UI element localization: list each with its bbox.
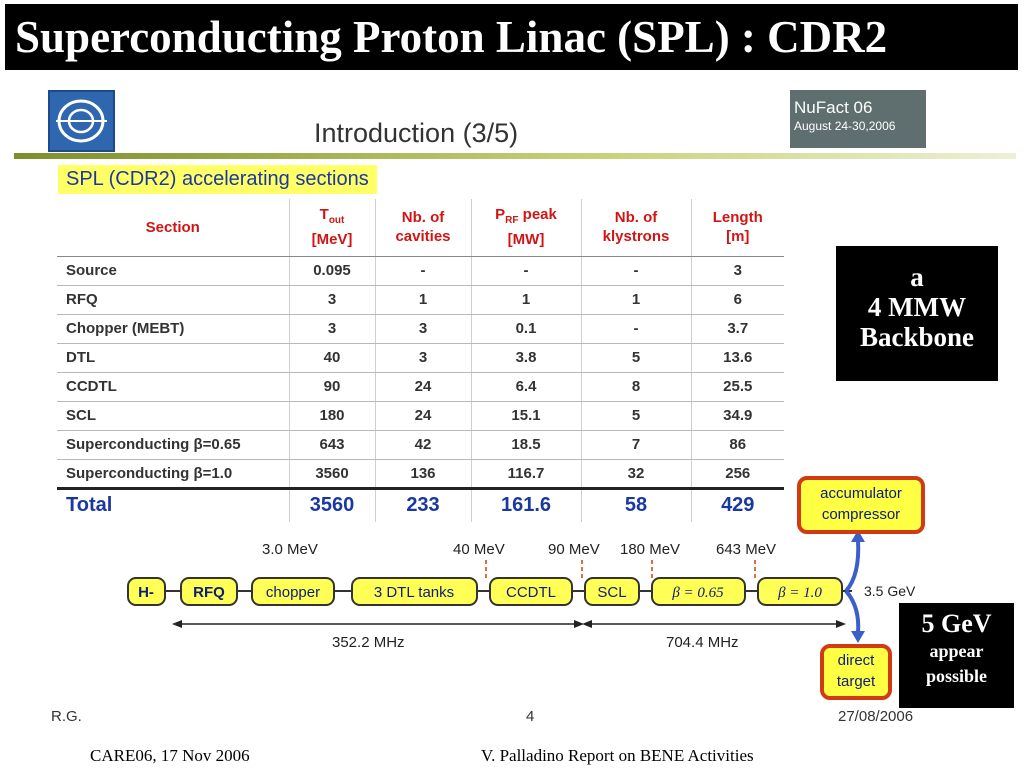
backbone-line2: 4 MMW	[867, 292, 967, 322]
total-cell: 58	[581, 488, 691, 522]
slide-footer-center: V. Palladino Report on BENE Activities	[481, 746, 754, 765]
table-row	[57, 285, 784, 314]
gev-line1: 5 GeV	[921, 609, 992, 638]
freq-label-352: 352.2 MHz	[332, 634, 405, 651]
table-cell: 1	[581, 285, 691, 314]
table-cell: 1	[375, 285, 471, 314]
total-cell: 3560	[289, 488, 375, 522]
table-cell: 24	[375, 401, 471, 430]
table-total-row	[57, 488, 784, 522]
block-h-minus	[128, 578, 165, 605]
block-dtl	[352, 578, 477, 605]
block-rfq	[181, 578, 237, 605]
backbone-callout	[836, 246, 998, 381]
table-cell: 18.5	[471, 430, 581, 459]
accumulator-line1: accumulator	[820, 485, 902, 502]
svg-text:H-: H-	[138, 584, 154, 601]
svg-text:CCDTL: CCDTL	[505, 584, 557, 601]
svg-text:3 DTL tanks: 3 DTL tanks	[373, 584, 455, 601]
final-energy-label: 3.5 GeV	[864, 583, 916, 599]
table-cell: 42	[375, 430, 471, 459]
backbone-line3: Backbone	[859, 322, 975, 352]
nufact-logo	[790, 90, 926, 148]
nufact-name: NuFact 06	[794, 98, 873, 117]
slide-title: Superconducting Proton Linac (SPL) : CDR2	[5, 4, 1018, 70]
target-box	[820, 644, 892, 700]
table-cell: 3	[375, 343, 471, 372]
intro-title: Introduction (3/5)	[314, 118, 519, 148]
table-cell: 643	[289, 430, 375, 459]
table-row	[57, 343, 784, 372]
svg-text:SCL: SCL	[597, 584, 627, 601]
arrow-to-target	[846, 591, 858, 633]
gev-callout	[899, 603, 1014, 708]
table-cell: 5	[581, 401, 691, 430]
energy-label-40mev: 40 MeV	[453, 541, 505, 558]
accumulator-box	[797, 476, 925, 534]
table-header-row	[57, 199, 784, 256]
table-cell: SCL	[57, 401, 289, 430]
table-cell: Source	[57, 256, 289, 285]
energy-label-180mev: 180 MeV	[620, 541, 681, 558]
table-row	[57, 430, 784, 459]
table-cell: Superconducting β=1.0	[57, 459, 289, 488]
table-cell: 13.6	[691, 343, 784, 372]
table-cell: 8	[581, 372, 691, 401]
table-cell: 1	[471, 285, 581, 314]
table-cell: 3560	[289, 459, 375, 488]
table-cell: CCDTL	[57, 372, 289, 401]
table-cell: 24	[375, 372, 471, 401]
total-cell: 233	[375, 488, 471, 522]
block-chopper	[252, 578, 334, 605]
table-cell: 6.4	[471, 372, 581, 401]
table-row	[57, 314, 784, 343]
table-cell: 3.8	[471, 343, 581, 372]
header-length: Length [m]	[691, 199, 784, 256]
header-section: Section	[57, 199, 289, 256]
accumulator-line2: compressor	[821, 506, 901, 523]
energy-label-3mev: 3.0 MeV	[262, 541, 318, 558]
table-cell: 0.1	[471, 314, 581, 343]
header-klystrons: Nb. of klystrons	[581, 199, 691, 256]
table-cell: -	[375, 256, 471, 285]
gev-line3: possible	[925, 666, 988, 686]
gev-line2: appear	[929, 641, 984, 661]
header-cavities: Nb. of cavities	[375, 199, 471, 256]
table-cell: Superconducting β=0.65	[57, 430, 289, 459]
divider-rule	[14, 153, 1016, 159]
slide-footer-left: CARE06, 17 Nov 2006	[90, 746, 250, 765]
table-body	[57, 256, 784, 522]
block-scl	[585, 578, 639, 605]
table-row	[57, 459, 784, 488]
table-cell: 3	[375, 314, 471, 343]
total-cell: 161.6	[471, 488, 581, 522]
target-line2: target	[836, 673, 876, 690]
cern-logo-icon	[50, 92, 113, 150]
table-cell: 0.095	[289, 256, 375, 285]
table-cell: DTL	[57, 343, 289, 372]
table-cell: 32	[581, 459, 691, 488]
total-cell: Total	[57, 488, 289, 522]
table-cell: 3	[691, 256, 784, 285]
table-cell: 15.1	[471, 401, 581, 430]
energy-label-643mev: 643 MeV	[716, 541, 777, 558]
table-cell: 3	[289, 314, 375, 343]
table-cell: -	[471, 256, 581, 285]
table-cell: 116.7	[471, 459, 581, 488]
inner-footer-date: 27/08/2006	[838, 708, 914, 725]
linac-diagram	[0, 530, 1024, 655]
table-cell: 6	[691, 285, 784, 314]
inner-footer-author: R.G.	[51, 708, 82, 725]
svg-text:chopper: chopper	[265, 584, 321, 601]
block-beta-065	[652, 578, 745, 605]
sections-table	[57, 199, 784, 522]
header-tout: $T_{out}$ [MeV]	[289, 199, 375, 256]
svg-text:β = 0.65: β = 0.65	[672, 585, 724, 601]
table-cell: -	[581, 314, 691, 343]
block-ccdtl	[490, 578, 572, 605]
table-cell: 3	[289, 285, 375, 314]
cern-logo	[48, 90, 115, 152]
svg-text:β = 1.0: β = 1.0	[778, 585, 822, 601]
table-cell: 256	[691, 459, 784, 488]
table-cell: 5	[581, 343, 691, 372]
table-cell: 25.5	[691, 372, 784, 401]
table-cell: 3.7	[691, 314, 784, 343]
arrow-to-accumulator	[846, 540, 858, 591]
arrow-head-down	[851, 631, 865, 643]
table-cell: 136	[375, 459, 471, 488]
svg-text:RFQ: RFQ	[193, 584, 225, 601]
energy-label-90mev: 90 MeV	[548, 541, 600, 558]
nufact-dates: August 24-30,2006	[794, 119, 896, 133]
block-beta-10	[758, 578, 842, 605]
header-prf: $P_{RF}$ peak [MW]	[471, 199, 581, 256]
table-cell: RFQ	[57, 285, 289, 314]
table-cell: 7	[581, 430, 691, 459]
table-row	[57, 401, 784, 430]
table-caption: SPL (CDR2) accelerating sections	[58, 165, 377, 194]
table-cell: 90	[289, 372, 375, 401]
freq-label-704: 704.4 MHz	[666, 634, 739, 651]
backbone-line1: a	[910, 262, 924, 292]
total-cell: 429	[691, 488, 784, 522]
table-cell: 34.9	[691, 401, 784, 430]
table-cell: 86	[691, 430, 784, 459]
table-row	[57, 372, 784, 401]
table-cell: 180	[289, 401, 375, 430]
table-cell: -	[581, 256, 691, 285]
table-cell: 40	[289, 343, 375, 372]
table-row	[57, 256, 784, 285]
table-cell: Chopper (MEBT)	[57, 314, 289, 343]
inner-footer-page: 4	[526, 708, 535, 725]
target-line1: direct	[837, 652, 875, 669]
